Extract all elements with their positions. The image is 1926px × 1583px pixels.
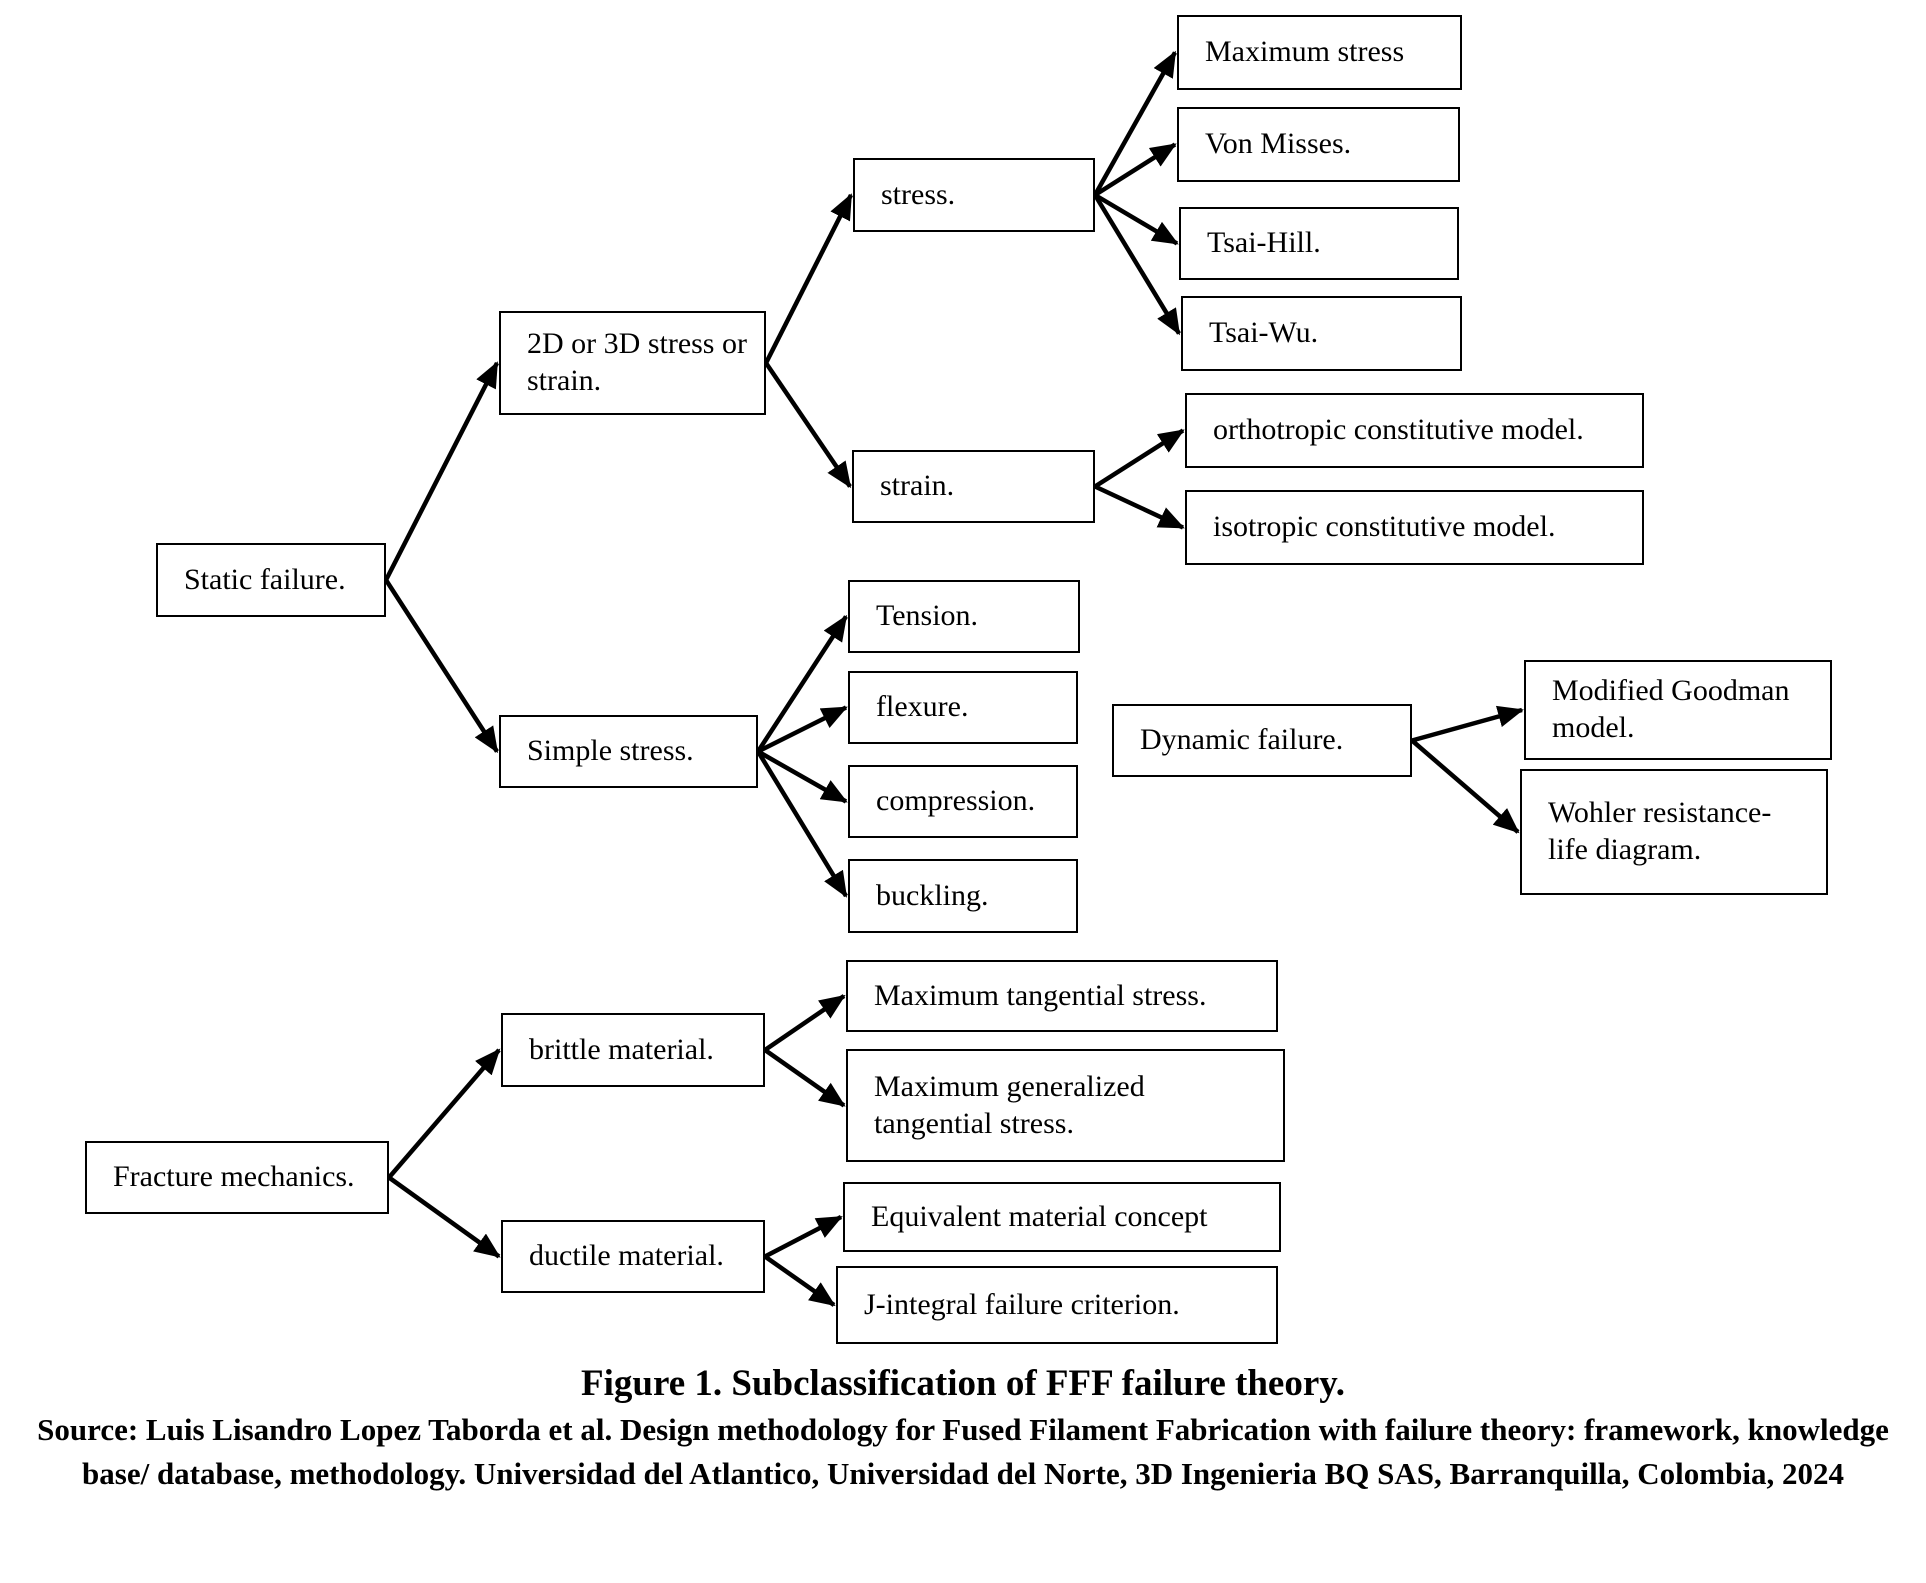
node-label: orthotropic constitutive model. (1213, 413, 1584, 447)
node-j-integral (836, 1266, 1278, 1344)
arrow-ductile-to-equivalent (765, 1217, 841, 1257)
arrow-simple-stress-to-flexure (758, 708, 846, 752)
arrow-brittle-to-max-generalized (765, 1050, 844, 1106)
node-label: Tsai-Hill. (1207, 226, 1321, 260)
node-label: Maximum generalized tangential stress. (874, 1069, 1145, 1140)
node-label: strain. (880, 469, 955, 503)
figure-caption: Figure 1. Subclassification of FFF failure theory. (581, 1363, 1345, 1404)
arrow-fracture-mechanics-to-brittle (389, 1050, 499, 1178)
node-label: Modified Goodman model. (1552, 674, 1790, 744)
node-label: stress. (881, 177, 956, 211)
node-label: 2D or 3D stress or strain. (527, 327, 747, 397)
node-tsai-wu (1181, 296, 1462, 371)
node-label: Tension. (876, 599, 979, 633)
node-label: ductile material. (529, 1239, 724, 1273)
arrow-ductile-to-j-integral (765, 1257, 834, 1306)
node-strain (852, 450, 1095, 523)
node-max-generalized (846, 1049, 1285, 1162)
node-stress (853, 158, 1095, 232)
node-label: buckling. (876, 878, 989, 912)
arrow-stress-to-tsai-wu (1095, 195, 1179, 334)
node-wohler (1520, 769, 1828, 895)
node-tension (848, 580, 1080, 653)
node-label: Von Misses. (1205, 127, 1352, 161)
arrow-static-failure-to-stress-2d3d (386, 363, 497, 580)
node-label: J-integral failure criterion. (864, 1287, 1180, 1321)
node-label: isotropic constitutive model. (1213, 510, 1556, 544)
node-label: Maximum stress (1205, 35, 1405, 69)
node-max-tangential (846, 960, 1278, 1032)
arrow-stress-to-max-stress (1095, 53, 1175, 196)
node-compression (848, 765, 1078, 838)
node-von-misses (1177, 107, 1460, 182)
arrow-dynamic-failure-to-wohler (1412, 741, 1518, 833)
node-label: Fracture mechanics. (113, 1160, 355, 1194)
node-label: Dynamic failure. (1140, 723, 1344, 757)
node-label: brittle material. (529, 1032, 714, 1066)
node-flexure (848, 671, 1078, 744)
node-stress-2d3d (499, 311, 766, 415)
node-orthotropic (1185, 393, 1644, 468)
arrow-stress-2d3d-to-stress (766, 195, 851, 363)
node-simple-stress (499, 715, 758, 788)
node-label: Simple stress. (527, 734, 694, 768)
node-label: Equivalent material concept (871, 1199, 1208, 1233)
node-fracture-mechanics (85, 1141, 389, 1214)
arrow-strain-to-orthotropic (1095, 431, 1183, 487)
node-label: Maximum tangential stress. (874, 978, 1207, 1012)
node-isotropic (1185, 490, 1644, 565)
node-buckling (848, 859, 1078, 933)
node-max-stress (1177, 15, 1462, 90)
arrow-brittle-to-max-tangential (765, 996, 844, 1050)
node-modified-goodman (1524, 660, 1832, 760)
arrow-stress-to-tsai-hill (1095, 195, 1177, 244)
node-label: Wohler resistance-life diagram. (1548, 796, 1772, 866)
node-tsai-hill (1179, 207, 1459, 280)
node-dynamic-failure (1112, 704, 1412, 777)
arrow-strain-to-isotropic (1095, 487, 1183, 528)
arrow-fracture-mechanics-to-ductile (389, 1178, 499, 1257)
node-label: Tsai-Wu. (1209, 316, 1319, 350)
arrow-static-failure-to-simple-stress (386, 580, 497, 752)
node-ductile (501, 1220, 765, 1293)
node-label: Static failure. (184, 562, 346, 596)
arrow-simple-stress-to-compression (758, 752, 846, 802)
node-equivalent (843, 1182, 1281, 1252)
node-label: compression. (876, 784, 1036, 818)
arrow-stress-to-von-misses (1095, 145, 1175, 196)
node-static-failure (156, 543, 386, 617)
arrow-simple-stress-to-tension (758, 617, 846, 752)
figure-source: Source: Luis Lisandro Lopez Taborda et al. Design methodology for Fused Filament Fabrication with failure theory: framework, knowledge base/ database, methodology. Universidad del Atlantico, Universidad del Norte, 3D Ingenieria BQ SAS, Barranquilla, Colombia, 2024 (37, 1412, 1889, 1492)
arrow-stress-2d3d-to-strain (766, 363, 850, 487)
arrow-dynamic-failure-to-modified-goodman (1412, 710, 1522, 741)
node-brittle (501, 1013, 765, 1087)
arrow-simple-stress-to-buckling (758, 752, 846, 897)
node-label: flexure. (876, 690, 969, 724)
